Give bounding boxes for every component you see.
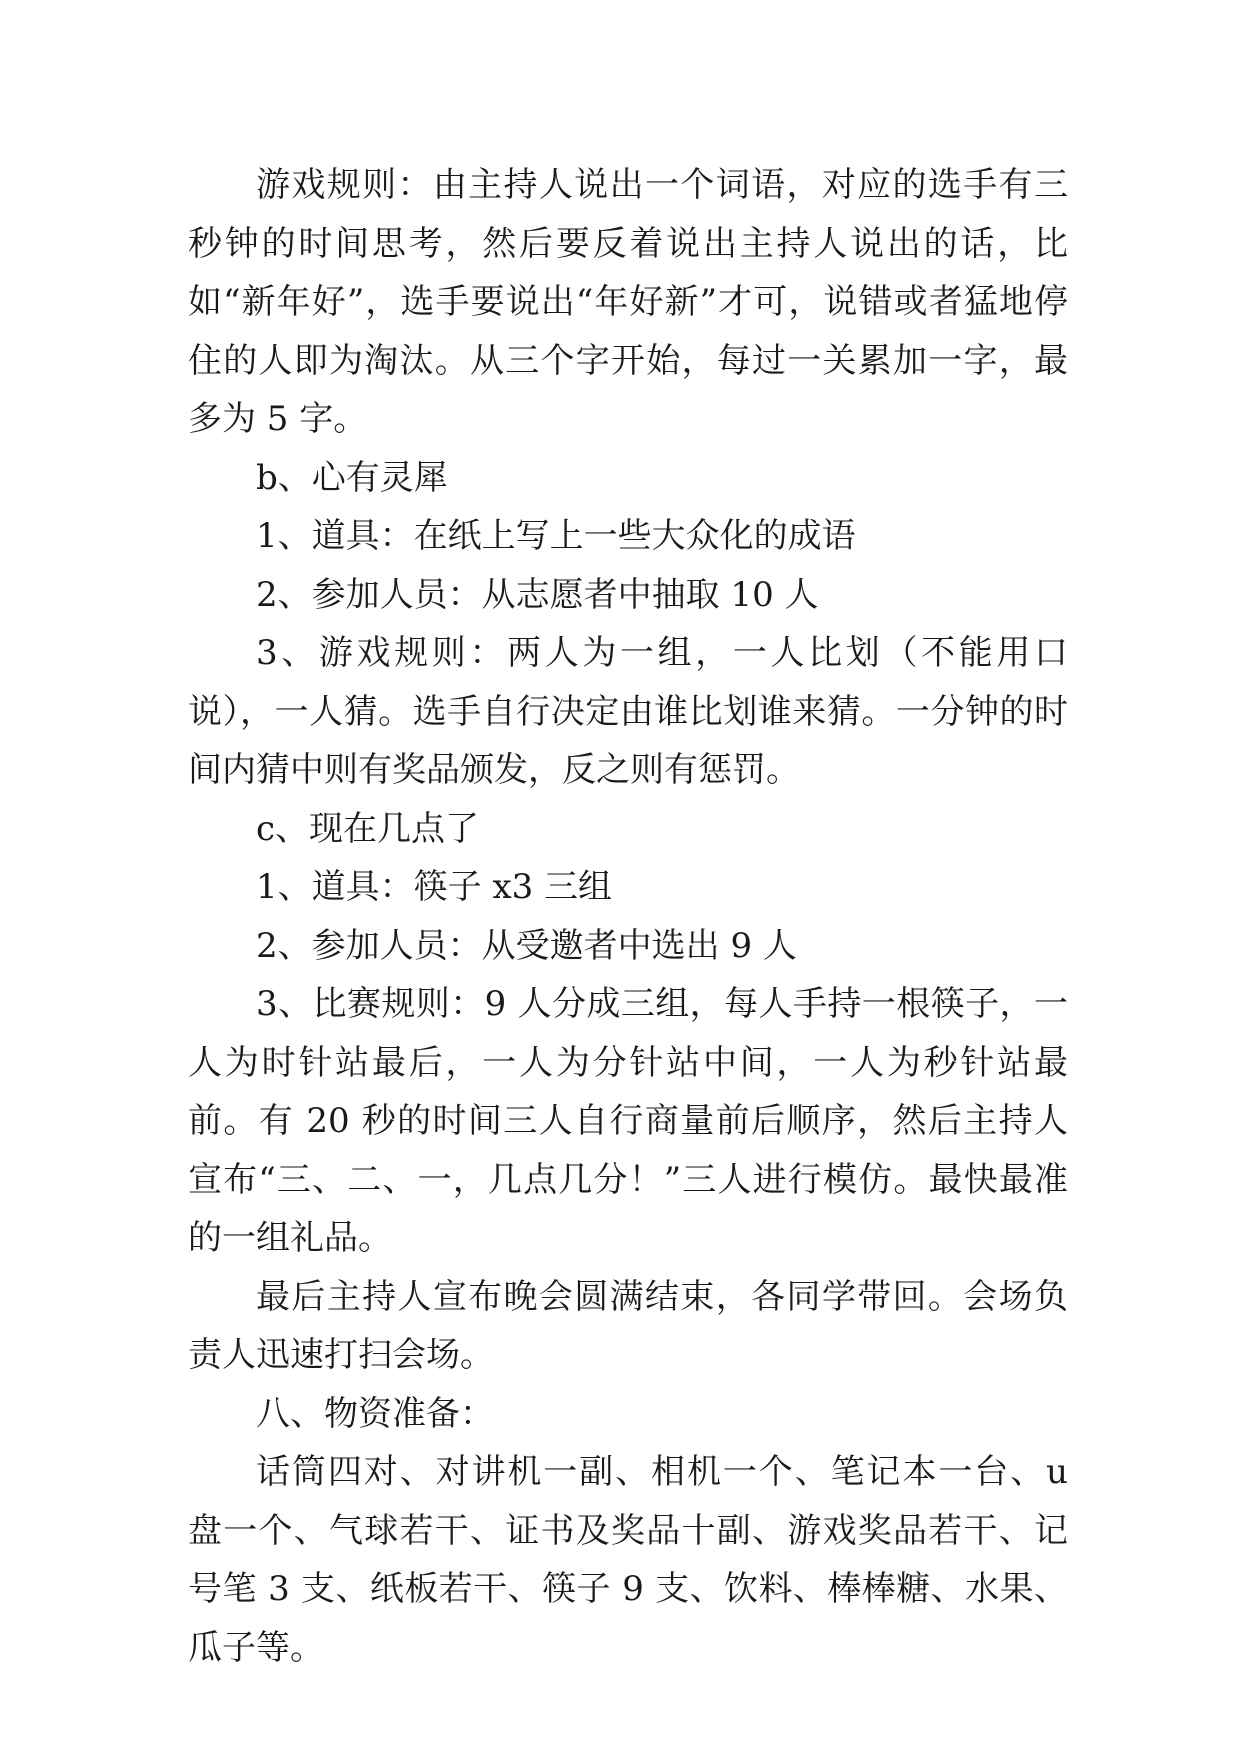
paragraph-b-props: 1、道具：在纸上写上一些大众化的成语 <box>256 516 856 556</box>
paragraph-c-participants: 2、参加人员：从受邀者中选出 9 人 <box>256 925 797 966</box>
heading-b-xin-you-ling-xi: b、心有灵犀 <box>256 457 448 498</box>
paragraph-closing: 最后主持人宣布晚会圆满结束，各同学带回。会场负责人迅速打扫会场。 <box>188 1276 1068 1375</box>
heading-section-8-materials: 八、物资准备： <box>256 1393 494 1434</box>
document-body <box>188 156 1068 1677</box>
heading-c-what-time: c、现在几点了 <box>256 808 480 849</box>
paragraph-b-rules: 3、游戏规则：两人为一组，一人比划（不能用口说），一人猜。选手自行决定由谁比划谁来猜。一分钟的时间内猜中则有奖品颁发，反之则有惩罚。 <box>188 633 1068 790</box>
paragraph-c-rules: 3、比赛规则：9 人分成三组，每人手持一根筷子，一人为时针站最后，一人为分针站中间，一人为秒针站最前。有 20 秒的时间三人自行商量前后顺序，然后主持人宣布“三、二、一，几点几分！”三人进行模仿。最快最准的一组礼品。 <box>188 984 1068 1258</box>
paragraph-materials-list: 话筒四对、对讲机一副、相机一个、笔记本一台、u 盘一个、气球若干、证书及奖品十副、游戏奖品若干、记号笔 3 支、纸板若干、筷子 9 支、饮料、棒棒糖、水果、瓜子等。 <box>188 1452 1068 1668</box>
paragraph-c-props: 1、道具：筷子 x3 三组 <box>256 867 613 907</box>
paragraph-game-rules: 游戏规则：由主持人说出一个词语，对应的选手有三秒钟的时间思考，然后要反着说出主持人说出的话，比如“新年好”，选手要说出“年好新”才可，说错或者猛地停住的人即为淘汰。从三个字开始，每过一关累加一字，最多为 5 字。 <box>188 165 1068 439</box>
paragraph-b-participants: 2、参加人员：从志愿者中抽取 10 人 <box>256 574 819 615</box>
